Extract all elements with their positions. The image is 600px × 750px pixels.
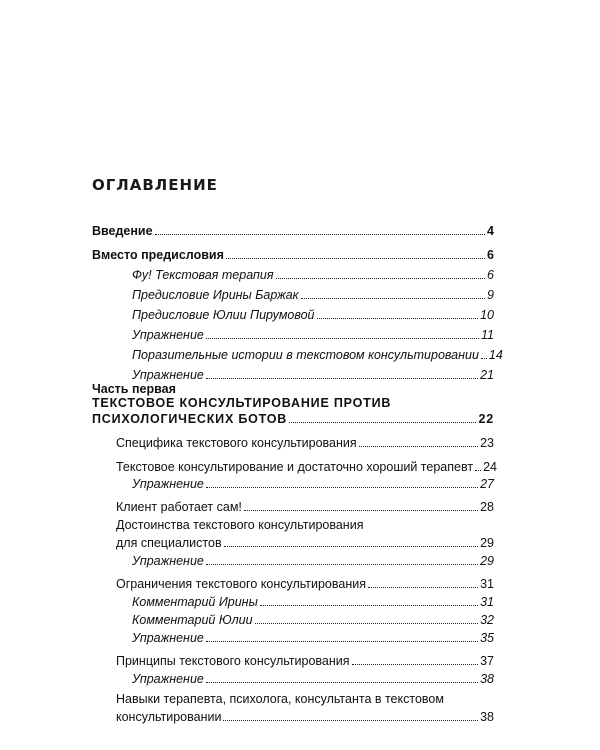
toc-entry-text: Поразительные истории в текстовом консультировании [132,348,479,362]
toc-page-number: 23 [480,436,494,450]
toc-subentry[interactable] [132,629,494,645]
dot-leader [359,446,478,447]
toc-subentry[interactable] [132,306,494,322]
page-title: ОГЛАВЛЕНИЕ [92,176,218,194]
toc-subentry[interactable] [132,286,494,302]
toc-page-number: 38 [480,672,494,686]
toc-subentry[interactable] [132,593,494,609]
toc-page-number: 10 [480,308,494,322]
dot-leader [481,358,487,359]
dot-leader [206,378,478,379]
toc-page-number: 4 [487,224,494,238]
toc-entry-text: ПСИХОЛОГИЧЕСКИХ БОТОВ [92,412,288,426]
dot-leader [260,605,478,606]
dot-leader [206,564,478,565]
toc-subentry[interactable] [132,552,494,568]
dot-leader [223,720,478,721]
toc-chapter[interactable] [116,575,494,591]
dot-leader [255,623,479,624]
toc-page-number: 11 [481,328,494,342]
dot-leader [368,587,478,588]
toc-subentry[interactable] [132,266,494,282]
toc-entry-text: Комментарий Ирины [132,595,258,609]
dot-leader [224,546,478,547]
toc-entry-text: Упражнение [132,554,204,568]
toc-entry-text: Принципы текстового консультирования [116,654,350,668]
toc-page-number: 31 [480,577,494,591]
toc-entry-text: консультировании [116,710,222,724]
dot-leader [206,682,478,683]
dot-leader [301,298,485,299]
toc-subentry[interactable] [132,346,503,362]
dot-leader [317,318,479,319]
toc-page-number: 32 [480,613,494,627]
part-label: Часть первая [92,382,176,396]
toc-page-number: 9 [487,288,494,302]
toc-entry-text: Фу! Текстовая терапия [132,268,274,282]
toc-chapter[interactable] [116,652,494,668]
toc-entry-part-title[interactable] [92,410,494,426]
toc-chapter[interactable] [116,708,494,724]
toc-page-number: 24 [483,460,497,474]
dot-leader [206,487,478,488]
toc-page-number: 35 [480,631,494,645]
dot-leader [289,422,476,423]
toc-entry-text: Упражнение [132,477,204,491]
toc-page-number: 27 [480,477,494,491]
dot-leader [226,258,485,259]
toc-subentry[interactable] [132,670,494,686]
toc-entry-text: Вместо предисловия [92,248,224,262]
toc-subentry[interactable] [132,366,494,382]
toc-chapter[interactable] [116,534,494,550]
toc-entry-foreword[interactable] [92,246,494,262]
toc-page-number: 28 [480,500,494,514]
dot-leader [206,338,479,339]
toc-page-number: 6 [487,268,494,282]
toc-page-number: 29 [480,536,494,550]
toc-subentry[interactable] [132,475,494,491]
toc-entry-text: Упражнение [132,368,204,382]
toc-entry-introduction[interactable] [92,222,494,238]
part-title-line: ТЕКСТОВОЕ КОНСУЛЬТИРОВАНИЕ ПРОТИВ [92,396,392,410]
toc-entry-text: Предисловие Юлии Пирумовой [132,308,315,322]
toc-entry-text: Упражнение [132,672,204,686]
toc-chapter-line: Достоинства текстового консультирования [116,518,364,532]
toc-page-number: 37 [480,654,494,668]
toc-subentry[interactable] [132,611,494,627]
toc-entry-text: Комментарий Юлии [132,613,253,627]
dot-leader [276,278,486,279]
toc-entry-text: для специалистов [116,536,222,550]
toc-subentry[interactable] [132,326,494,342]
toc-chapter[interactable] [116,498,494,514]
toc-entry-text: Введение [92,224,153,238]
toc-entry-text: Упражнение [132,631,204,645]
toc-page-number: 6 [487,248,494,262]
dot-leader [352,664,479,665]
toc-page-number: 14 [488,348,503,362]
toc-page-number: 38 [480,710,494,724]
toc-entry-text: Клиент работает сам! [116,500,242,514]
toc-chapter[interactable] [116,434,494,450]
toc-page-number: 31 [480,595,494,609]
dot-leader [155,234,485,235]
toc-page-number: 21 [480,368,494,382]
toc-entry-text: Упражнение [132,328,204,342]
toc-page-number: 29 [480,554,494,568]
toc-entry-text: Текстовое консультирование и достаточно хороший терапевт [116,460,474,474]
toc-entry-text: Ограничения текстового консультирования [116,577,366,591]
toc-entry-text: Специфика текстового консультирования [116,436,357,450]
dot-leader [475,470,481,471]
toc-page-number: 22 [478,412,494,426]
toc-entry-text: Предисловие Ирины Баржак [132,288,299,302]
toc-chapter[interactable] [116,458,497,474]
dot-leader [206,641,478,642]
toc-chapter-line: Навыки терапевта, психолога, консультанта в текстовом [116,692,444,706]
dot-leader [244,510,478,511]
